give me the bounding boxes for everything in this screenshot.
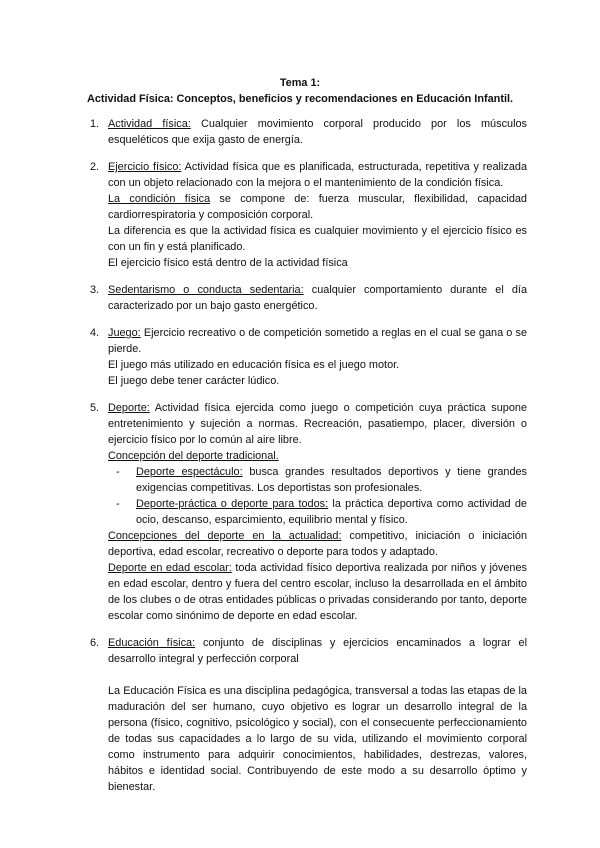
- paragraph: La Educación Física es una disciplina pedagógica, transversal a todas las etapas de la maduración del ser humano, cuyo objetivo es lograr un desarrollo integral de la persona (físico, cognitivo, psicológico y social), con el consecuente perfeccionamiento de todas sus capacidades a lo largo de su vida, utilizando el movimiento corporal como instrumento para adquirir conocimientos, habilidades, destrezas, valores, hábitos e identidad social. Contribuyendo de este modo a su desarrollo óptimo y bienestar.: [108, 685, 527, 793]
- paragraph: El juego más utilizado en educación física es el juego motor.: [108, 359, 400, 371]
- dash-bullet: -: [116, 498, 120, 510]
- term: Educación física:: [108, 637, 196, 649]
- definition: Actividad física que es planificada, estructurada, repetitiva y realizada con un objeto relacionado con la mejora o el mantenimiento de la condición física.: [108, 161, 527, 189]
- term: Concepciones del deporte en la actualidad:: [108, 530, 342, 542]
- paragraph: El ejercicio físico está dentro de la actividad física: [108, 257, 348, 269]
- term: Juego:: [108, 327, 141, 339]
- paragraph: La diferencia es que la actividad física es cualquier movimiento y el ejercicio físico es con un fin y está planificado.: [108, 225, 527, 253]
- term: Actividad física:: [108, 118, 191, 130]
- title-line-1: Tema 1:: [279, 77, 321, 89]
- item-number: 4.: [90, 327, 100, 339]
- list-item-2: [90, 159, 527, 271]
- paragraph: El juego debe tener carácter lúdico.: [108, 375, 280, 387]
- definition: competitivo, iniciación o iniciación deportiva, edad escolar, recreativo o deporte para todos y adaptado.: [108, 530, 527, 558]
- document-title: [0, 75, 600, 107]
- item-number: 5.: [90, 402, 100, 414]
- term: La condición física: [108, 193, 211, 205]
- title-line-2: Actividad Física: Conceptos, beneficios y recomendaciones en Educación Infantil.: [86, 93, 514, 105]
- term: Deporte espectáculo:: [136, 466, 243, 478]
- definition: la práctica deportiva como actividad de ocio, descanso, esparcimiento, equilibrio mental y físico.: [136, 498, 527, 526]
- item-number: 2.: [90, 161, 100, 173]
- term: Deporte:: [108, 402, 150, 414]
- definition: toda actividad físico deportiva realizada por niños y jóvenes en edad escolar, dentro y fuera del centro escolar, incluso la desarrollada en el ámbito de los clubes o de otras entidades públicas o privadas considerando por tanto, deporte escolar como sinónimo de deporte en edad escolar.: [108, 562, 527, 622]
- term: Ejercicio físico:: [108, 161, 182, 173]
- definition: se compone de: fuerza muscular, flexibilidad, capacidad cardiorrespiratoria y composición corporal.: [108, 193, 527, 221]
- bullet-item: [116, 496, 527, 528]
- definition: Actividad física ejercida como juego o competición cuya práctica supone entretenimiento y sujeción a normas. Recreación, pasatiempo, placer, diversión o ejercicio físico por lo común al aire libre.: [108, 402, 527, 446]
- definition: Ejercicio recreativo o de competición sometido a reglas en el cual se gana o se pierde.: [108, 327, 527, 355]
- definition-list: [90, 116, 527, 806]
- term: Deporte-práctica o deporte para todos:: [136, 498, 329, 510]
- list-item-1: [90, 116, 527, 148]
- item-number: 3.: [90, 284, 100, 296]
- definition: busca grandes resultados deportivos y tiene grandes exigencias competitivas. Los deportistas son profesionales.: [136, 466, 528, 494]
- bullet-item: [116, 464, 527, 496]
- item-number: 6.: [90, 637, 100, 649]
- definition: Cualquier movimiento corporal producido por los músculos esqueléticos que exija gasto de energía.: [108, 118, 527, 146]
- definition: cualquier comportamiento durante el día caracterizado por un bajo gasto energético.: [108, 284, 527, 312]
- subheading: Concepción del deporte tradicional.: [108, 450, 279, 462]
- list-item-6: [90, 635, 527, 795]
- term: Deporte en edad escolar:: [108, 562, 232, 574]
- definition: conjunto de disciplinas y ejercicios encaminados a lograr el desarrollo integral y perfección corporal: [108, 637, 527, 665]
- list-item-4: [90, 325, 527, 389]
- list-item-3: [90, 282, 527, 314]
- dash-bullet: -: [116, 466, 120, 478]
- list-item-5: [90, 400, 527, 624]
- item-number: 1.: [90, 118, 100, 130]
- term: Sedentarismo o conducta sedentaria:: [108, 284, 304, 296]
